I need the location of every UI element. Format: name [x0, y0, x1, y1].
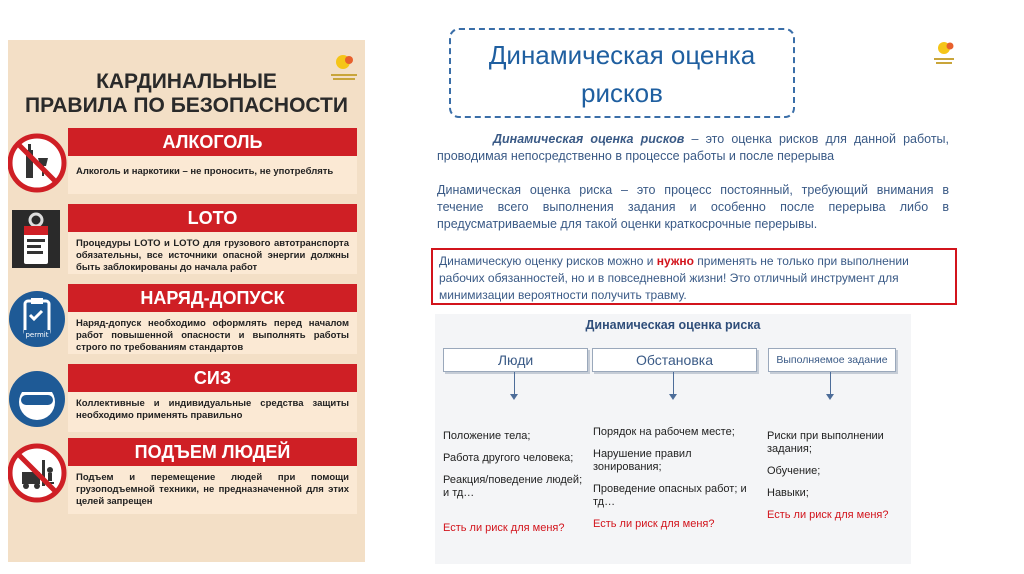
- task-items: [767, 430, 905, 531]
- rule-text: Наряд-допуск необходимо оформлять перед началом работ повышенной опасности и выполнять работы строго по требованиям стандартов: [68, 312, 357, 354]
- rule-text: Подъем и перемещение людей при помощи грузоподъемной техники, не предназначенной для этих целей запрещен: [68, 466, 357, 514]
- arrow-head-icon: [669, 394, 677, 400]
- category-people: Люди: [443, 348, 588, 372]
- rule-heading: СИЗ: [68, 364, 357, 392]
- rule-heading: LOTO: [68, 204, 357, 232]
- risk-question: Есть ли риск для меня?: [593, 518, 715, 530]
- slide-title: Динамическая оценка рисков: [488, 40, 756, 108]
- risk-assessment-diagram: [435, 314, 911, 564]
- poster-title: КАРДИНАЛЬНЫЕ ПРАВИЛА ПО БЕЗОПАСНОСТИ: [25, 70, 348, 117]
- rule-people-lifting: [8, 438, 365, 514]
- list-item: Порядок на рабочем месте;: [593, 426, 735, 438]
- rule-text: Коллективные и индивидуальные средства защиты необходимо применять правильно: [68, 392, 357, 432]
- list-item: Обучение;: [767, 465, 821, 477]
- svg-text:permit: permit: [25, 331, 49, 339]
- people-items: [443, 430, 583, 544]
- list-item: Работа другого человека;: [443, 452, 574, 464]
- arrow-head-icon: [510, 394, 518, 400]
- risk-question: Есть ли риск для меня?: [443, 522, 565, 534]
- rule-text: Алкоголь и наркотики – не проносить, не употреблять: [68, 156, 357, 194]
- highlight-box: Динамическую оценку рисков можно и нужно применять не только при выполнении рабочих обязанностей, но и в повседневной жизни! Это отличный инструмент для минимизации вероятности получить травму.: [431, 248, 957, 305]
- rule-heading: НАРЯД-ДОПУСК: [68, 284, 357, 312]
- arrow-task: [830, 372, 831, 394]
- definition-paragraph: Динамическая оценка рисков – это оценка рисков для данной работы, проводимая непосредственно в процессе работы и после перерыва: [437, 132, 950, 163]
- rule-text: Процедуры LOTO и LOTO для грузового автотранспорта обязательны, все источники опасной энергии должны быть заблокированы до начала работ: [68, 232, 357, 274]
- arrow-people: [514, 372, 515, 394]
- list-item: Навыки;: [767, 487, 809, 499]
- arrow-environment: [673, 372, 674, 394]
- list-item: Риски при выполнении задания;: [767, 430, 884, 455]
- rule-permit: [8, 284, 365, 354]
- process-paragraph: Динамическая оценка риска – это процесс постоянный, требующий внимания в течение всего выполнения задания и особенно после перерыва либо в предусматриваемые для такой оценки краткосрочные перерывы.: [437, 183, 949, 231]
- category-task: Выполняемое задание: [768, 348, 896, 372]
- lockout-tag-icon: [8, 208, 68, 270]
- list-item: Проведение опасных работ; и тд…: [593, 483, 747, 508]
- diagram-title: Динамическая оценка риска: [585, 318, 761, 332]
- permit-clipboard-icon: [8, 288, 68, 350]
- no-forklift-lift-icon: [8, 442, 68, 504]
- rule-heading: ПОДЪЕМ ЛЮДЕЙ: [68, 438, 357, 466]
- safety-rules-poster: [8, 40, 365, 562]
- safety-goggles-icon: [8, 368, 68, 430]
- environment-items: [593, 426, 758, 540]
- rule-heading: АЛКОГОЛЬ: [68, 128, 357, 156]
- rule-loto: [8, 204, 365, 274]
- list-item: Реакция/поведение людей; и тд…: [443, 474, 583, 499]
- list-item: Нарушение правил зонирования;: [593, 448, 692, 473]
- risk-question: Есть ли риск для меня?: [767, 509, 889, 521]
- wise-logo-icon: [926, 36, 958, 68]
- list-item: Положение тела;: [443, 430, 531, 442]
- slide-title-box: [449, 28, 795, 118]
- category-environment: Обстановка: [592, 348, 757, 372]
- arrow-head-icon: [826, 394, 834, 400]
- rule-alcohol: [8, 128, 365, 194]
- no-alcohol-icon: [8, 132, 68, 194]
- rule-ppe: [8, 364, 365, 432]
